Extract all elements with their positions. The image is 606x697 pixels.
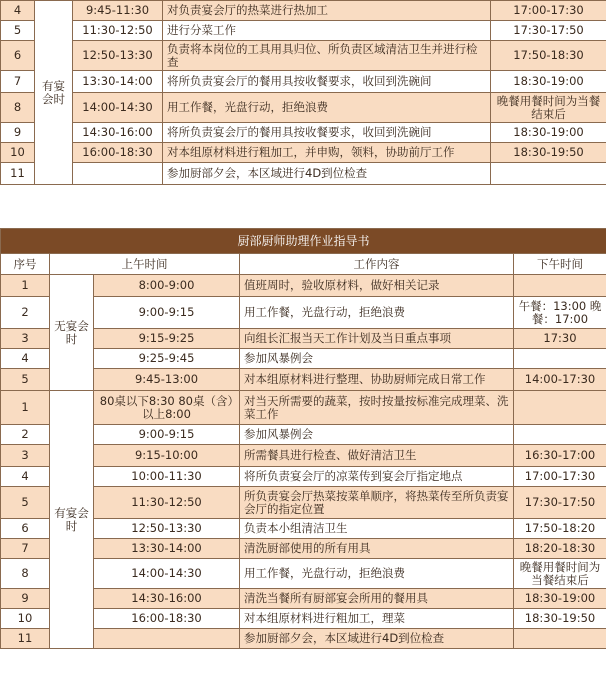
table-row [1,71,606,93]
task-content-cell: 对负责宴会厅的热菜进行热加工 [163,1,491,21]
pm-time-cell: 17:50-18:30 [491,41,606,71]
row-number: 9 [1,589,50,609]
table-row [1,391,606,425]
task-content-cell: 用工作餐，光盘行动，拒绝浪费 [163,93,491,123]
task-content-cell: 向组长汇报当天工作计划及当日重点事项 [240,329,514,349]
row-number: 7 [1,539,50,559]
am-time-cell: 16:00-18:30 [73,143,163,163]
task-content-cell: 所需餐具进行检查、做好清洁卫生 [240,445,514,467]
am-time-cell: 14:30-16:00 [94,589,240,609]
pm-time-cell: 18:30-19:50 [514,609,606,629]
row-number: 4 [1,1,35,21]
row-number: 5 [1,487,50,519]
pm-time-cell: 16:30-17:00 [514,445,606,467]
period-label: 有宴会时 [50,391,94,649]
pm-time-cell: 17:30 [514,329,606,349]
row-number: 6 [1,519,50,539]
am-time-cell: 9:45-11:30 [73,1,163,21]
row-number: 5 [1,21,35,41]
pm-time-cell: 18:30-19:50 [491,143,606,163]
task-content-cell: 对本组原材料进行粗加工，理菜 [240,609,514,629]
pm-time-cell [514,629,606,649]
am-time-cell: 12:50-13:30 [73,41,163,71]
am-time-cell: 13:30-14:00 [94,539,240,559]
task-content-cell: 将所负责宴会厅的餐用具按收餐要求，收回到洗碗间 [163,123,491,143]
row-number: 4 [1,349,50,369]
pm-time-cell: 18:20-18:30 [514,539,606,559]
task-content-cell: 所负责宴会厅热菜按菜单顺序，将热菜传至所负责宴会厅的指定位置 [240,487,514,519]
row-number: 11 [1,163,35,185]
pm-time-cell [491,163,606,185]
row-number: 6 [1,41,35,71]
am-time-cell: 9:00-9:15 [94,425,240,445]
task-content-cell: 用工作餐，光盘行动，拒绝浪费 [240,297,514,329]
am-time-cell: 14:00-14:30 [94,559,240,589]
prep-schedule-table-continued [0,0,606,185]
table-row [1,275,606,297]
task-content-cell: 清洗当餐所有厨部宴会所用的餐用具 [240,589,514,609]
task-content-cell: 对本组原材料进行整理、协助厨师完成日常工作 [240,369,514,391]
task-content-cell: 参加厨部夕会，本区域进行4D到位检查 [240,629,514,649]
table-row [1,123,606,143]
task-content-cell: 将所负责宴会厅的凉菜传到宴会厅指定地点 [240,467,514,487]
row-number: 9 [1,123,35,143]
table-row [1,93,606,123]
pm-time-cell [514,275,606,297]
row-number: 7 [1,71,35,93]
task-content-cell: 将所负责宴会厅的餐用具按收餐要求，收回到洗碗间 [163,71,491,93]
table-row [1,143,606,163]
am-time-cell: 16:00-18:30 [94,609,240,629]
pm-time-cell: 晚餐用餐时间为当餐结束后 [491,93,606,123]
row-number: 10 [1,609,50,629]
pm-time-cell: 17:30-17:50 [491,21,606,41]
am-time-cell: 9:00-9:15 [94,297,240,329]
am-time-cell: 13:30-14:00 [73,71,163,93]
task-content-cell: 负责本小组清洁卫生 [240,519,514,539]
header-content: 工作内容 [240,254,514,275]
am-time-cell: 9:15-10:00 [94,445,240,467]
pm-time-cell: 18:30-19:00 [514,589,606,609]
am-time-cell: 80桌以下8:30 80桌（含）以上8:00 [94,391,240,425]
row-number: 8 [1,93,35,123]
row-number: 5 [1,369,50,391]
row-number: 1 [1,391,50,425]
am-time-cell: 9:25-9:45 [94,349,240,369]
am-time-cell: 11:30-12:50 [73,21,163,41]
period-label: 无宴会时 [50,275,94,391]
period-label: 有宴会时 [35,1,73,185]
pm-time-cell [514,391,606,425]
pm-time-cell: 14:00-17:30 [514,369,606,391]
pm-time-cell: 18:30-19:00 [491,123,606,143]
row-number: 11 [1,629,50,649]
pm-time-cell: 17:50-18:20 [514,519,606,539]
task-content-cell: 对本组原材料进行粗加工，并申购，领料，协助前厅工作 [163,143,491,163]
am-time-cell: 14:00-14:30 [73,93,163,123]
am-time-cell: 11:30-12:50 [94,487,240,519]
table-row [1,163,606,185]
task-content-cell: 参加厨部夕会，本区域进行4D到位检查 [163,163,491,185]
pm-time-cell [514,349,606,369]
am-time-cell: 10:00-11:30 [94,467,240,487]
row-number: 2 [1,297,50,329]
pm-time-cell [514,425,606,445]
task-content-cell: 参加风暴例会 [240,425,514,445]
pm-time-cell: 晚餐用餐时间为当餐结束后 [514,559,606,589]
am-time-cell: 9:45-13:00 [94,369,240,391]
row-number: 2 [1,425,50,445]
pm-time-cell: 午餐：13:00 晚餐：17:00 [514,297,606,329]
task-content-cell: 负责将本岗位的工具用具归位、所负责区域清洁卫生并进行检查 [163,41,491,71]
row-number: 8 [1,559,50,589]
am-time-cell [73,163,163,185]
row-number: 3 [1,445,50,467]
task-content-cell: 参加风暴例会 [240,349,514,369]
task-content-cell: 进行分菜工作 [163,21,491,41]
pm-time-cell: 17:30-17:50 [514,487,606,519]
pm-time-cell: 17:00-17:30 [514,467,606,487]
task-content-cell: 值班周时，验收原材料，做好相关记录 [240,275,514,297]
task-content-cell: 对当天所需要的蔬菜，按时按量按标准完成理菜、洗菜工作 [240,391,514,425]
header-am-time: 上午时间 [50,254,240,275]
header-pm-time: 下午时间 [514,254,606,275]
header-no: 序号 [1,254,50,275]
assistant-guide-table [0,228,606,649]
pm-time-cell: 17:00-17:30 [491,1,606,21]
row-number: 3 [1,329,50,349]
am-time-cell: 14:30-16:00 [73,123,163,143]
table-row [1,41,606,71]
table-row [1,21,606,41]
am-time-cell: 8:00-9:00 [94,275,240,297]
am-time-cell: 9:15-9:25 [94,329,240,349]
row-number: 1 [1,275,50,297]
task-content-cell: 用工作餐，光盘行动，拒绝浪费 [240,559,514,589]
am-time-cell [94,629,240,649]
task-content-cell: 清洗厨部使用的所有用具 [240,539,514,559]
pm-time-cell: 18:30-19:00 [491,71,606,93]
table-title: 厨部厨师助理作业指导书 [1,229,606,254]
row-number: 10 [1,143,35,163]
am-time-cell: 12:50-13:30 [94,519,240,539]
row-number: 4 [1,467,50,487]
table-row [1,1,606,21]
